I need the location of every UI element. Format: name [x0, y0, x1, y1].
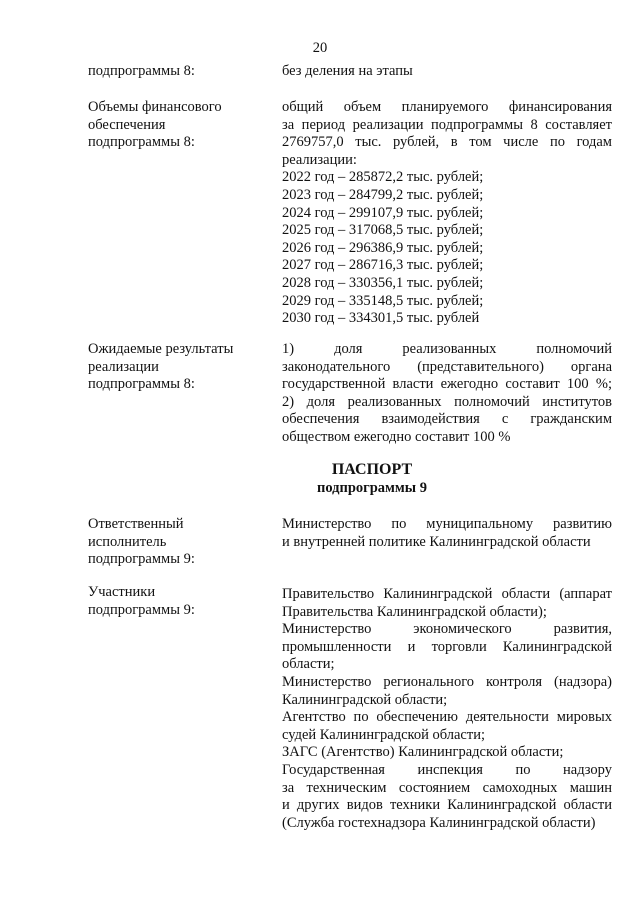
page-number: 20	[312, 40, 328, 56]
value-line: 1) доля реализованных полномочий	[282, 341, 612, 357]
passport-subtitle: подпрограммы 9	[316, 480, 428, 496]
value-line: общий объем планируемого финансирования	[282, 99, 612, 115]
label-line: Участники	[88, 584, 156, 600]
value-line: Министерство экономического развития,	[282, 621, 612, 638]
label-line: подпрограммы 9:	[88, 601, 195, 618]
label-line: Ответственный	[88, 516, 184, 532]
year-line: 2030 год – 334301,5 тыс. рублей	[282, 310, 480, 327]
participants-label	[88, 584, 268, 619]
value-line: Министерство по муниципальному развитию	[282, 516, 612, 532]
year-line: 2026 год – 296386,9 тыс. рублей;	[282, 239, 484, 256]
label-line: подпрограммы 8:	[88, 134, 195, 151]
results-label	[88, 341, 268, 394]
value-line: (Служба гостехнадзора Калининградской области)	[282, 814, 596, 831]
value-line: и внутренней политике Калининградской области	[282, 533, 591, 550]
participants-value	[282, 586, 612, 832]
year-line: 2024 год – 299107,9 тыс. рублей;	[282, 204, 484, 221]
label-line: подпрограммы 8:	[88, 376, 195, 393]
label-line: подпрограммы 9:	[88, 551, 195, 568]
label-line: Объемы финансового	[88, 99, 222, 115]
stages-label	[88, 63, 268, 81]
value-line: за техническим состоянием самоходных машин	[282, 779, 612, 796]
value-line: обществом ежегодно составит 100 %	[282, 428, 511, 445]
value-line: за период реализации подпрограммы 8 составляет	[282, 116, 612, 133]
value-line: Правительство Калининградской области (аппарат	[282, 586, 612, 602]
value-line: обеспечения взаимодействия с гражданским	[282, 411, 612, 428]
year-line: 2023 год – 284799,2 тыс. рублей;	[282, 186, 484, 203]
results-value	[282, 341, 612, 447]
value-line: и других видов техники Калининградской области	[282, 797, 612, 814]
value-line: государственной власти ежегодно составит 100 %;	[282, 376, 612, 393]
year-line: 2025 год – 317068,5 тыс. рублей;	[282, 222, 484, 239]
financing-value	[282, 99, 612, 328]
value-line: судей Калининградской области;	[282, 726, 485, 743]
responsible-value	[282, 516, 612, 551]
passport-title: ПАСПОРТ	[331, 461, 413, 478]
value-line: Калининградской области;	[282, 691, 448, 708]
value-line: законодательного (представительного) органа	[282, 358, 612, 375]
label-line: подпрограммы 8:	[88, 63, 195, 79]
value-line: области;	[282, 656, 335, 673]
value-line: ЗАГС (Агентство) Калининградской области;	[282, 744, 564, 761]
value-line: реализации:	[282, 151, 357, 168]
label-line: исполнитель	[88, 533, 167, 550]
stages-value	[282, 63, 612, 81]
year-line: 2028 год – 330356,1 тыс. рублей;	[282, 274, 484, 291]
value-line: Агентство по обеспечению деятельности мировых	[282, 709, 612, 726]
value-line: Государственная инспекция по надзору	[282, 761, 612, 778]
year-line: 2029 год – 335148,5 тыс. рублей;	[282, 292, 484, 309]
financing-label	[88, 99, 268, 152]
year-line: 2022 год – 285872,2 тыс. рублей;	[282, 169, 484, 186]
value-line: Правительства Калининградской области);	[282, 603, 547, 620]
label-line: обеспечения	[88, 116, 166, 133]
value-line: 2769757,0 тыс. рублей, в том числе по годам	[282, 134, 612, 151]
label-line: Ожидаемые результаты	[88, 341, 234, 357]
value-line: 2) доля реализованных полномочий институтов	[282, 393, 612, 410]
value-line: без деления на этапы	[282, 63, 413, 79]
value-line: промышленности и торговли Калининградской	[282, 638, 612, 655]
responsible-label	[88, 516, 268, 569]
value-line: Министерство регионального контроля (надзора)	[282, 673, 612, 690]
label-line: реализации	[88, 358, 159, 375]
year-line: 2027 год – 286716,3 тыс. рублей;	[282, 257, 484, 274]
